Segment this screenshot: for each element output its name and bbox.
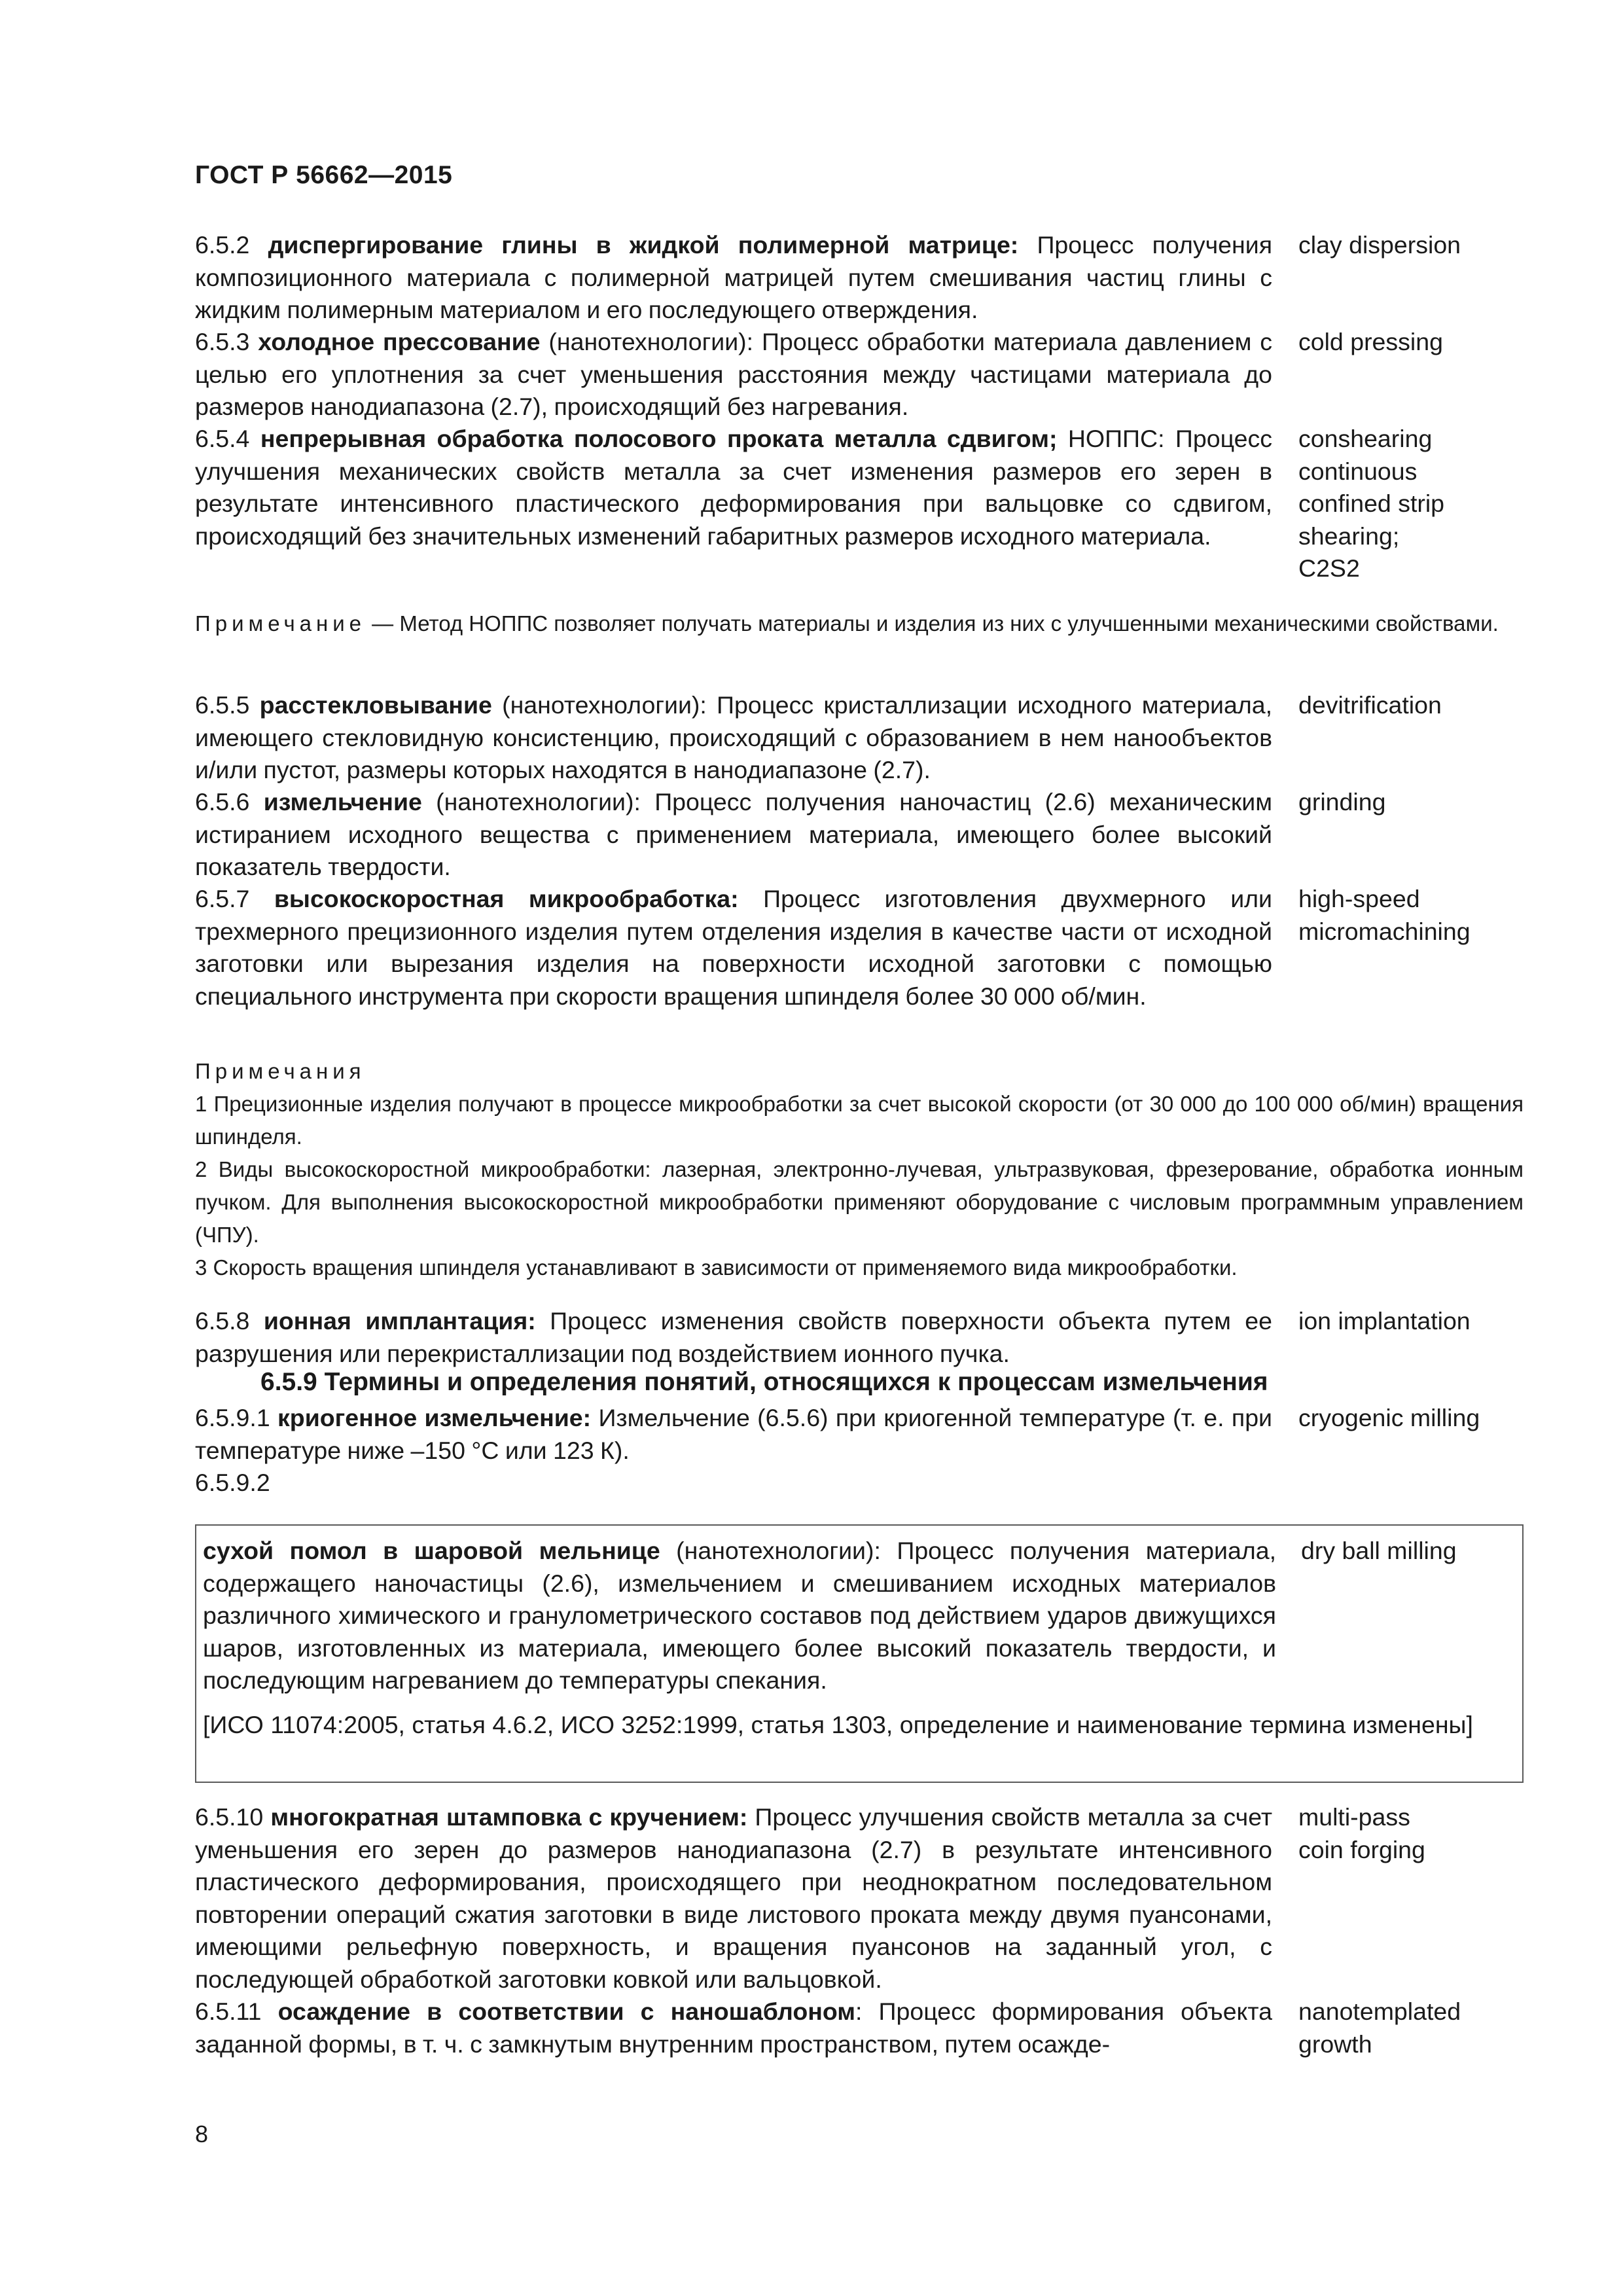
english-term: nanotemplated growth [1298, 1998, 1461, 2058]
definition-text: : Процесс формирования объекта заданной формы, в т. ч. с замкнутым внутренним пространством, путем осажде- [195, 1998, 1272, 2058]
note-item-3: 3 Скорость вращения шпинделя устанавливают в зависимости от применяемого вида микрообработки. [195, 1255, 1238, 1280]
definition-text: (нанотехнологии): Процесс получения наночастиц (2.6) механическим истиранием исходного вещества с применением материала, имеющего более высокий показатель твердости. [195, 788, 1272, 880]
english-term: conshearing continuous confined strip shearing; C2S2 [1298, 425, 1445, 582]
term: диспергирование глины в жидкой полимерной матрице: [268, 231, 1019, 259]
note-item-1: 1 Прецизионные изделия получают в процессе микрообработки за счет высокой скорости (от 30 000 до 100 000 об/мин) вращения шпинделя. [195, 1092, 1524, 1149]
definition [203, 1535, 1276, 1697]
english-term: cryogenic milling [1298, 1404, 1480, 1431]
english-term: high-speed micromachining [1298, 885, 1471, 945]
definition [195, 786, 1272, 884]
definition-text: (нанотехнологии): Процесс кристаллизации исходного материала, имеющего стекловидную консистенцию, происходящий с образованием в нем нанообъектов и/или пустот, размеры которых находятся в нанодиапазоне (2.7). [195, 691, 1273, 783]
entry-number: 6.5.5 [195, 691, 250, 719]
definition [195, 326, 1272, 423]
definition [195, 689, 1272, 787]
term: многократная штамповка с кручением: [270, 1803, 748, 1831]
definition [195, 1402, 1272, 1467]
note-label: Примечание [195, 611, 366, 636]
definition-text: Процесс изменения свойств поверхности объекта путем ее разрушения или перекристаллизации под воздействием ионного пучка. [195, 1307, 1273, 1367]
document-header: ГОСТ Р 56662—2015 [195, 161, 453, 189]
entry-number: 6.5.7 [195, 885, 250, 912]
english-term: dry ball milling [1301, 1537, 1457, 1564]
english-term: clay dispersion [1298, 231, 1461, 259]
entry-number: 6.5.2 [195, 231, 250, 259]
term: криогенное измельчение: [277, 1404, 592, 1431]
page-number: 8 [195, 2121, 209, 2147]
entry-number: 6.5.6 [195, 788, 250, 816]
definition-text: Процесс изготовления двухмерного или трехмерного прецизионного изделия путем отделения изделия в качестве части от исходной заготовки или вырезания изделия на поверхности исходной заготовки с помощью специального инструмента при скорости вращения шпинделя более 30 000 об/мин. [195, 885, 1273, 1010]
definition [195, 1996, 1272, 2060]
english-term: multi-pass coin forging [1298, 1803, 1425, 1863]
definition-text: Измельчение (6.5.6) при криогенной температуре (т. е. при температуре ниже –150 °С или 123 К). [195, 1404, 1273, 1464]
definition [195, 1801, 1272, 1996]
entry-number: 6.5.10 [195, 1803, 264, 1831]
term: непрерывная обработка полосового проката металла сдвигом; [260, 425, 1058, 452]
english-term: ion implantation [1298, 1307, 1471, 1335]
english-term: grinding [1298, 788, 1386, 816]
definition-text: НОППС: Процесс улучшения механических свойств металла за счет изменения размеров его зерен в результате интенсивного пластического деформирования при вальцовке со сдвигом, происходящий без значительных изменений габаритных размеров исходного материала. [195, 425, 1273, 550]
term: холодное прессование [258, 328, 541, 355]
definition-text: Процесс улучшения свойств металла за счет уменьшения его зерен до размеров нанодиапазона (2.7) в результате интенсивного пластического деформирования, происходящего при неоднократном последовательном повторении операций сжатия заготовки в виде листового проката между двумя пуансонами, имеющими рельефную поверхность, и вращения пуансонов на заданный угол, с последующей обработкой заготовки ковкой или вальцовкой. [195, 1803, 1272, 1993]
term: расстекловывание [259, 691, 492, 719]
english-term: cold pressing [1298, 328, 1443, 355]
definition-text: (нанотехнологии): Процесс обработки материала давлением с целью его уплотнения за счет уменьшения расстояния между частицами материала до размеров нанодиапазона (2.7), происходящий без нагревания. [195, 328, 1273, 420]
term: измельчение [263, 788, 422, 816]
section-subheading: 6.5.9 Термины и определения понятий, относящихся к процессам измельчения [260, 1368, 1268, 1396]
entry-number: 6.5.11 [195, 1998, 262, 2025]
source-reference: [ИСО 11074:2005, статья 4.6.2, ИСО 3252:1999, статья 1303, определение и наименование термина изменены] [203, 1711, 1473, 1738]
notes-label: Примечания [195, 1059, 366, 1083]
english-term: devitrification [1298, 691, 1442, 719]
term: высокоскоростная микрообработка: [274, 885, 739, 912]
definition-text: (нанотехнологии): Процесс получения материала, содержащего наночастицы (2.6), измельчением и смешиванием исходных материалов различного химического и гранулометрического составов под действием ударов движущихся шаров, изготовленных из материала, имеющего более высокий показатель твердости, и последующим нагреванием до температуры спекания. [203, 1537, 1276, 1694]
entry-number: 6.5.8 [195, 1307, 250, 1335]
definition [195, 1305, 1272, 1370]
definition [195, 423, 1272, 552]
note-item-2: 2 Виды высокоскоростной микрообработки: лазерная, электронно-лучевая, ультразвуковая, фрезерование, обработка ионным пучком. Для выполнения высокоскоростной микрообработки применяют оборудование с числовым программным управлением (ЧПУ). [195, 1157, 1524, 1247]
term: осаждение в соответствии с наношаблоном [277, 1998, 856, 2025]
entry-number: 6.5.9.2 [195, 1469, 270, 1496]
note-text: — Метод НОППС позволяет получать материалы и изделия из них с улучшенными механическими свойствами. [366, 611, 1499, 636]
entry-number: 6.5.4 [195, 425, 250, 452]
entry-number: 6.5.9.1 [195, 1404, 270, 1431]
definition [195, 229, 1272, 327]
definition-text: Процесс получения композиционного материала с полимерной матрицей путем смешивания частиц глины с жидким полимерным материалом и его последующего отверждения. [195, 231, 1272, 323]
definition [195, 883, 1272, 1013]
term: ионная имплантация: [263, 1307, 536, 1335]
entry-number: 6.5.3 [195, 328, 250, 355]
note-block [195, 607, 1524, 640]
framed-term-box [195, 1524, 1524, 1783]
term: сухой помол в шаровой мельнице [203, 1537, 660, 1564]
